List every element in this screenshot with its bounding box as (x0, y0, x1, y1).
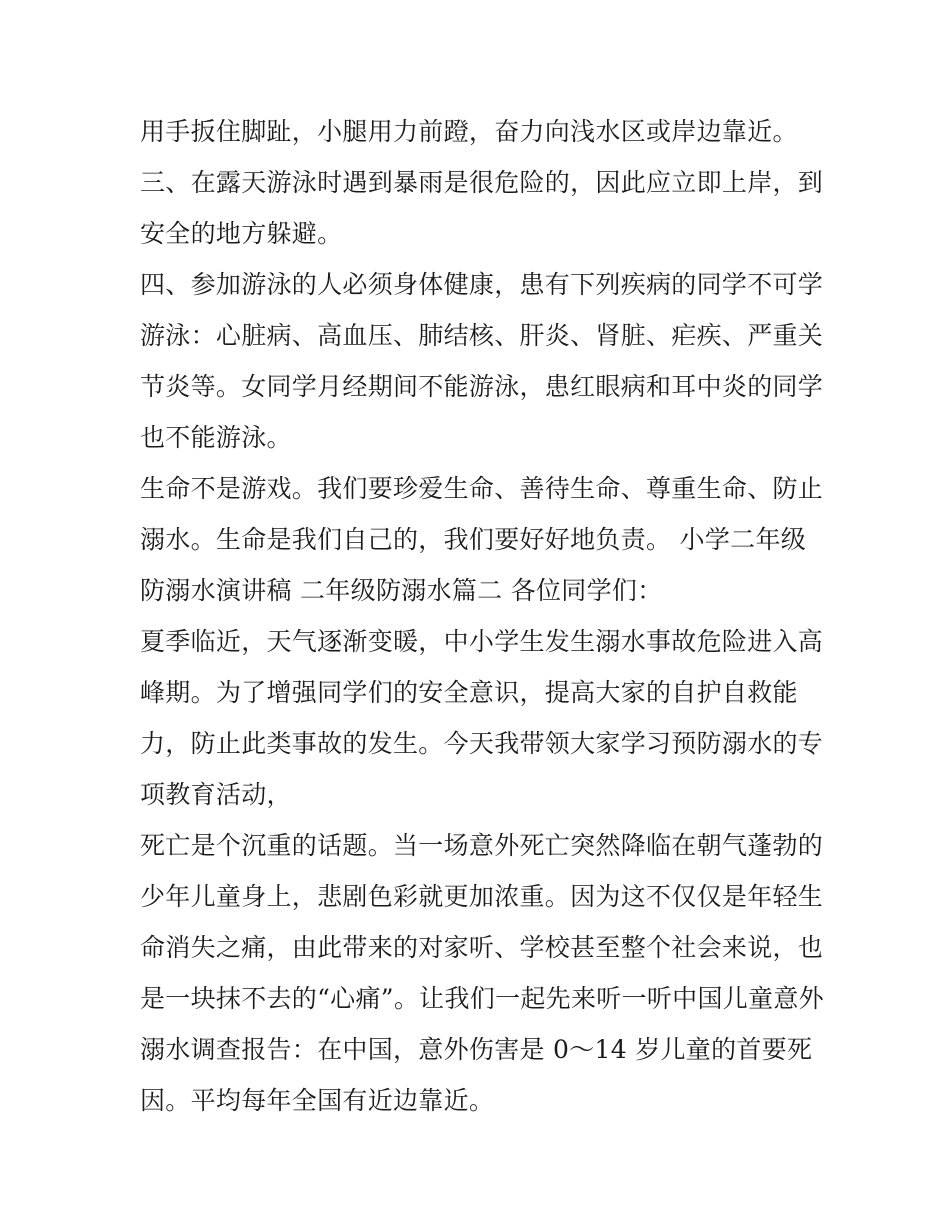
text-line: 死亡是个沉重的话题。当一场意外死亡突然降临在朝气蓬勃的 (140, 831, 824, 860)
text-line: 三、在露天游泳时遇到暴雨是很危险的，因此应立即上岸，到 (140, 168, 824, 197)
text-line: 防溺水演讲稿 二年级防溺水篇二 各位同学们： (140, 576, 663, 605)
text-line: 力，防止此类事故的发生。今天我带领大家学习预防溺水的专 (140, 729, 824, 758)
text-line: 用手扳住脚趾，小腿用力前蹬，奋力向浅水区或岸边靠近。 (140, 117, 798, 146)
text-line: 峰期。为了增强同学们的安全意识，提高大家的自护自救能 (140, 678, 798, 707)
text-line: 安全的地方躲避。 (140, 219, 343, 248)
text-line: 也不能游泳。 (140, 423, 292, 452)
text-line: 项教育活动， (140, 780, 292, 809)
text-line: 游泳：心脏病、高血压、肺结核、肝炎、肾脏、疟疾、严重关 (140, 321, 824, 350)
text-line: 夏季临近，天气逐渐变暖，中小学生发生溺水事故危险进入高 (140, 627, 824, 656)
text-line: 命消失之痛，由此带来的对家听、学校甚至整个社会来说，也 (140, 933, 824, 962)
text-line: 节炎等。女同学月经期间不能游泳，患红眼病和耳中炎的同学 (140, 372, 824, 401)
text-line: 溺水调查报告：在中国，意外伤害是 0～14 岁儿童的首要死 (140, 1035, 813, 1064)
text-line: 生命不是游戏。我们要珍爱生命、善待生命、尊重生命、防止 (140, 474, 824, 503)
document-body (140, 106, 824, 1126)
text-line: 因。平均每年全国有近边靠近。 (140, 1086, 495, 1115)
text-line: 少年儿童身上，悲剧色彩就更加浓重。因为这不仅仅是年轻生 (140, 882, 824, 911)
text-line: 溺水。生命是我们自己的，我们要好好地负责。 小学二年级 (140, 525, 807, 554)
text-line: 是一块抹不去的“心痛”。让我们一起先来听一听中国儿童意外 (140, 984, 824, 1013)
text-line: 四、参加游泳的人必须身体健康，患有下列疾病的同学不可学 (140, 270, 824, 299)
